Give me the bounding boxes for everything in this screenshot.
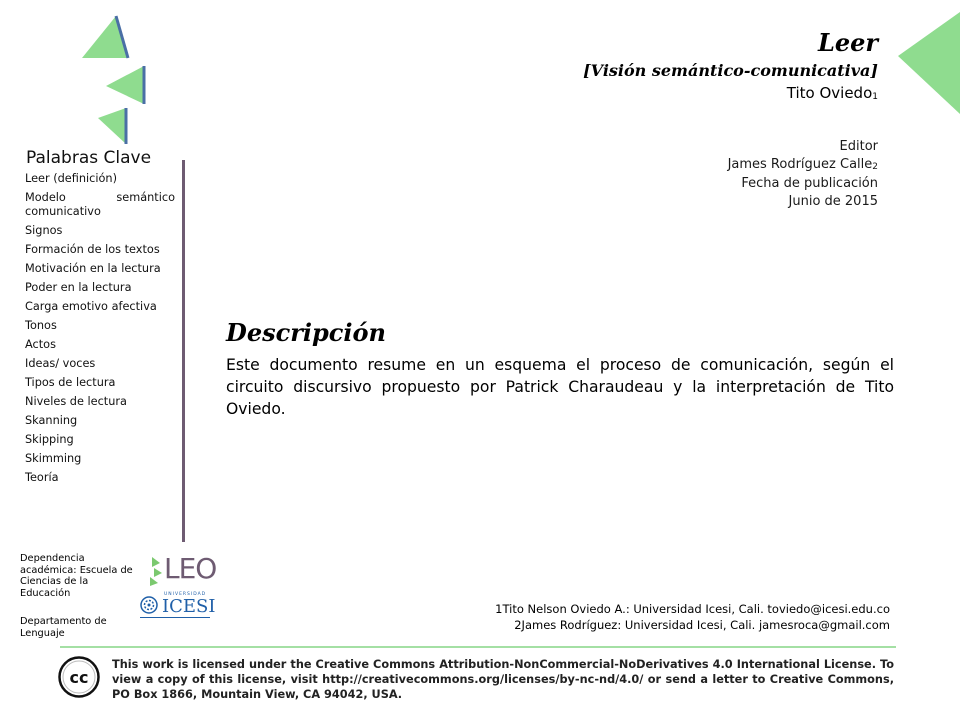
keyword-item: Carga emotivo afectiva bbox=[25, 300, 157, 313]
decorative-triangle-lower bbox=[96, 106, 132, 146]
author-name: Tito Oviedo bbox=[786, 84, 873, 102]
footer-divider bbox=[60, 646, 896, 648]
keywords-list bbox=[25, 172, 175, 490]
footnote-2: 2James Rodríguez: Universidad Icesi, Cali. jamesroca@gmail.com bbox=[514, 618, 890, 632]
icesi-small-text: UNIVERSIDAD bbox=[164, 592, 207, 597]
keyword-item: Modelo semántico comunicativo bbox=[25, 191, 175, 218]
icesi-seal-icon bbox=[140, 596, 158, 614]
decorative-triangle-middle bbox=[104, 64, 150, 106]
keyword-item: Niveles de lectura bbox=[25, 395, 127, 408]
description-title: Descripción bbox=[226, 318, 386, 347]
leo-logo-text: LEO bbox=[164, 552, 217, 585]
icesi-text: ICESI bbox=[162, 596, 216, 617]
keyword-item: Skimming bbox=[25, 452, 82, 465]
academic-dependency: Dependencia académica: Escuela de Ciencias de la Educación bbox=[20, 553, 133, 599]
document-header bbox=[583, 28, 878, 107]
icesi-underline bbox=[140, 617, 210, 618]
date-label: Fecha de publicación bbox=[741, 176, 878, 191]
document-subtitle: [Visión semántico-comunicativa] bbox=[583, 61, 878, 80]
document-title: Leer bbox=[817, 28, 878, 57]
keyword-item: Tonos bbox=[25, 319, 57, 332]
keyword-item: Skipping bbox=[25, 433, 74, 446]
decorative-triangle-right bbox=[896, 10, 960, 116]
creative-commons-icon-text: cc bbox=[69, 668, 89, 687]
editor-name-line bbox=[728, 156, 878, 175]
keywords-title: Palabras Clave bbox=[26, 148, 152, 168]
author-line bbox=[583, 82, 878, 107]
editor-block bbox=[728, 138, 878, 211]
editor-name: James Rodríguez Calle bbox=[727, 157, 873, 172]
date-value: Junio de 2015 bbox=[788, 194, 878, 209]
editor-label: Editor bbox=[839, 139, 878, 154]
keyword-item: Leer (definición) bbox=[25, 172, 118, 185]
icesi-logo bbox=[140, 592, 216, 618]
keyword-item: Signos bbox=[25, 224, 63, 237]
keyword-item: Formación de los textos bbox=[25, 243, 160, 256]
department: Departamento de Lenguaje bbox=[20, 616, 107, 639]
keyword-item: Ideas/ voces bbox=[25, 357, 96, 370]
license-text: This work is licensed under the Creative Commons Attribution-NonCommercial-NoDerivatives 4.0 International License. To view a copy of this license, visit http://creativecommons.org/licenses/by-nc-nd/4.0/ or send a letter to Creative Commons, PO Box 1866, Mountain View, CA 94042, USA. bbox=[112, 658, 894, 701]
keyword-item: Poder en la lectura bbox=[25, 281, 132, 294]
editor-footnote-marker: 2 bbox=[872, 162, 878, 172]
sidebar-divider bbox=[182, 160, 185, 542]
footnotes bbox=[495, 601, 890, 633]
keyword-item: Teoría bbox=[25, 471, 59, 484]
footnote-1: 1Tito Nelson Oviedo A.: Universidad Icesi, Cali. toviedo@icesi.edu.co bbox=[495, 602, 890, 616]
keyword-item: Tipos de lectura bbox=[25, 376, 116, 389]
keyword-item: Motivación en la lectura bbox=[25, 262, 161, 275]
keyword-item: Actos bbox=[25, 338, 56, 351]
decorative-triangle-top bbox=[80, 14, 130, 60]
creative-commons-icon bbox=[58, 656, 100, 698]
author-footnote-marker: 1 bbox=[872, 92, 878, 102]
description-body: Este documento resume en un esquema el proceso de comunicación, según el circuito discursivo propuesto por Patrick Charaudeau y la interpretación de Tito Oviedo. bbox=[226, 356, 894, 418]
keyword-item: Skanning bbox=[25, 414, 78, 427]
leo-logo bbox=[148, 552, 217, 587]
